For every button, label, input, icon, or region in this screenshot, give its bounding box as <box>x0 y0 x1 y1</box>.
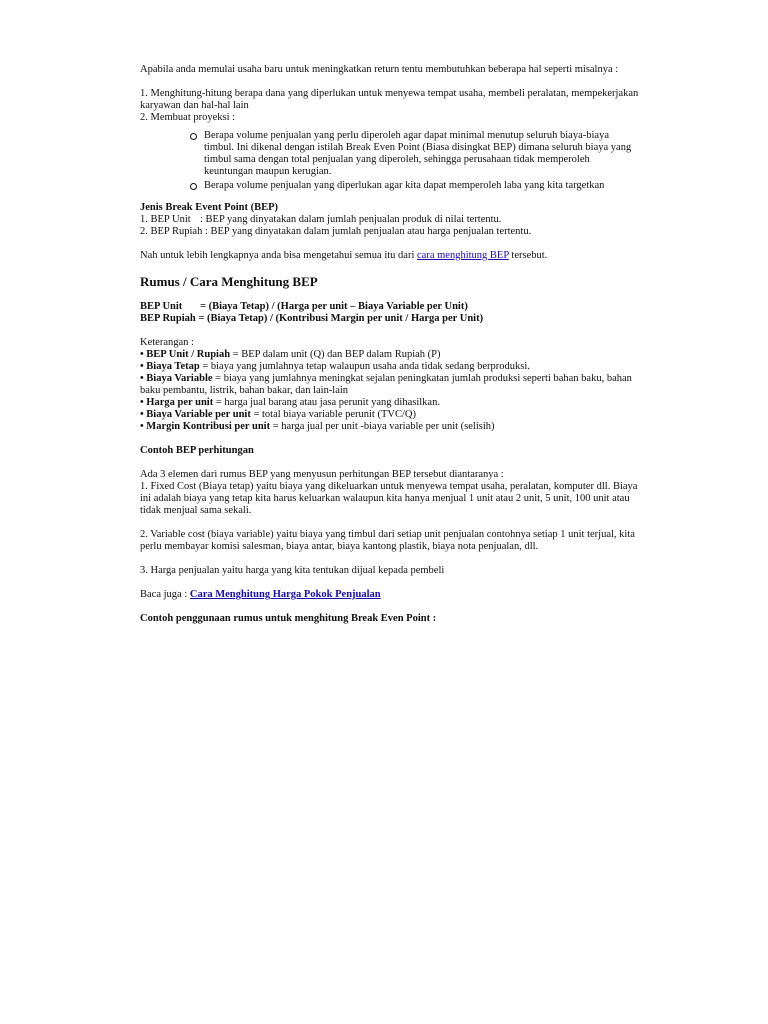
keterangan-term: • Harga per unit <box>140 397 214 408</box>
more-paragraph <box>140 250 640 262</box>
keterangan-term: • Margin Kontribusi per unit <box>140 421 271 432</box>
more-suffix: tersebut. <box>508 250 548 261</box>
contoh-variable-cost: 2. Variable cost (biaya variable) yaitu biaya yang timbul dari setiap unit penjualan contohnya setiap 1 unit terjual, kita perlu membayar komisi salesman, biaya antar, biaya kantong plastik, biaya nota penjualan, dll. <box>140 529 635 552</box>
keterangan-item <box>140 361 640 373</box>
jenis-heading: Jenis Break Event Point (BEP) <box>140 202 279 213</box>
keterangan-item <box>140 349 640 361</box>
contoh-heading: Contoh BEP perhitungan <box>140 445 254 456</box>
intro-item-1: 1. Menghitung-hitung berapa dana yang diperlukan untuk menyewa tempat usaha, membeli peralatan, mempekerjakan karyawan dan hal-hal lain <box>140 88 639 111</box>
keterangan-item <box>140 373 640 397</box>
circle-bullet-icon <box>190 183 197 190</box>
intro-paragraph: Apabila anda memulai usaha baru untuk meningkatkan return tentu membutuhkan beberapa hal seperti misalnya : <box>140 64 619 75</box>
bullet-text: Berapa volume penjualan yang perlu diperoleh agar dapat minimal menutup seluruh biaya-biaya timbul. Ini dikenal dengan istilah Break Even Point (Biasa disingkat BEP) dimana seluruh biaya yang timbul sama dengan total penjualan yang diperoleh, sehingga perusahaan tidak memperoleh keuntungan maupun kerugian. <box>204 130 632 177</box>
keterangan-term: • BEP Unit / Rupiah <box>140 349 231 360</box>
bullet-text: Berapa volume penjualan yang diperlukan agar kita dapat memperoleh laba yang kita targetkan <box>204 180 605 191</box>
rumus-bep-unit <box>140 301 640 313</box>
rumus-bep-rupiah: BEP Rupiah = (Biaya Tetap) / (Kontribusi Margin per unit / Harga per Unit) <box>140 313 484 324</box>
contoh-intro: Ada 3 elemen dari rumus BEP yang menyusun perhitungan BEP tersebut diantaranya : <box>140 469 504 480</box>
more-prefix: Nah untuk lebih lengkapnya anda bisa mengetahui semua itu dari <box>140 250 418 261</box>
bep-unit-text: : BEP yang dinyatakan dalam jumlah penjualan produk di nilai tertentu. <box>200 214 502 225</box>
rumus-unit-formula: = (Biaya Tetap) / (Harga per unit – Biaya Variable per Unit) <box>200 301 468 312</box>
intro-item-2: 2. Membuat proyeksi : <box>140 112 236 123</box>
jenis-line-1 <box>140 214 640 226</box>
bep-unit-label: 1. BEP Unit <box>140 214 191 225</box>
keterangan-desc: = BEP dalam unit (Q) dan BEP dalam Rupiah (P) <box>230 349 441 360</box>
keterangan-heading: Keterangan : <box>140 337 194 348</box>
keterangan-term: • Biaya Tetap <box>140 361 200 372</box>
proyeksi-list <box>140 130 640 192</box>
keterangan-item <box>140 397 640 409</box>
keterangan-term: • Biaya Variable per unit <box>140 409 251 420</box>
circle-bullet-icon <box>190 133 197 140</box>
rumus-heading: Rumus / Cara Menghitung BEP <box>140 274 318 289</box>
harga-pokok-penjualan-link[interactable]: Cara Menghitung Harga Pokok Penjualan <box>189 589 381 600</box>
rumus-unit-label: BEP Unit <box>140 301 183 312</box>
baca-juga <box>140 589 640 601</box>
cara-menghitung-bep-link[interactable]: cara menghitung BEP <box>417 250 509 261</box>
keterangan-desc: = harga jual per unit -biaya variable per unit (selisih) <box>270 421 495 432</box>
keterangan-desc: = biaya yang jumlahnya tetap walaupun usaha anda tidak sedang berproduksi. <box>199 361 530 372</box>
keterangan-desc: = harga jual barang atau jasa perunit yang dihasilkan. <box>213 397 440 408</box>
jenis-line-2: 2. BEP Rupiah : BEP yang dinyatakan dalam jumlah penjualan atau harga penjualan tertentu. <box>140 226 532 237</box>
contoh-harga-penjualan: 3. Harga penjualan yaitu harga yang kita tentukan dijual kepada pembeli <box>140 565 445 576</box>
document-body <box>140 64 640 625</box>
contoh-fixed-cost: 1. Fixed Cost (Biaya tetap) yaitu biaya yang dikeluarkan untuk menyewa tempat usaha, peralatan, komputer dll. Biaya ini adalah biaya yang tetap kita harus keluarkan walaupun kita hanya menjual 1 unit atau 2 unit, 5 unit, 100 unit atau tidak menjual sama sekali. <box>140 481 638 516</box>
keterangan-term: • Biaya Variable <box>140 373 213 384</box>
keterangan-item <box>140 409 640 421</box>
baca-prefix: Baca juga : <box>140 589 190 600</box>
keterangan-item <box>140 421 640 433</box>
keterangan-desc: = total biaya variable perunit (TVC/Q) <box>250 409 416 420</box>
list-item <box>204 130 640 178</box>
keterangan-desc: = biaya yang jumlahnya meningkat sejalan peningkatan jumlah produksi seperti bahan baku, bahan baku pembantu, listrik, bahan bakar, dan lain-lain <box>140 373 632 396</box>
penggunaan-heading: Contoh penggunaan rumus untuk menghitung Break Even Point : <box>140 613 437 624</box>
list-item <box>204 180 640 192</box>
